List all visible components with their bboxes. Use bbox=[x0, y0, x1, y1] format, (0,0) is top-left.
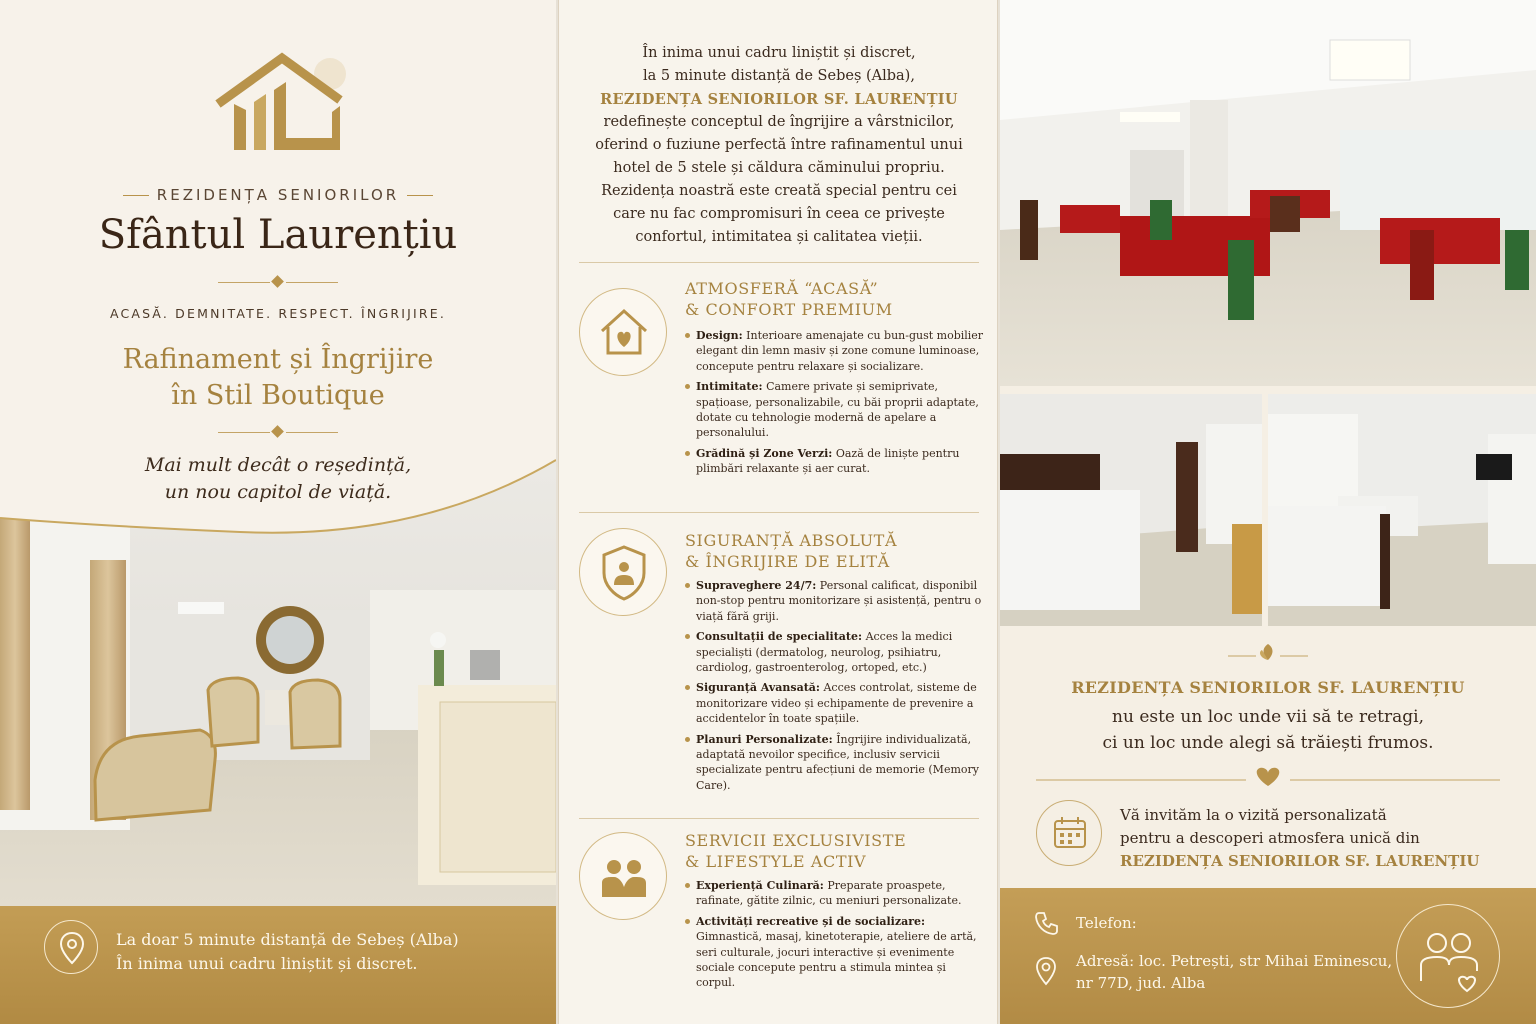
phone-icon bbox=[1034, 910, 1060, 936]
middle-panel bbox=[558, 0, 998, 1024]
hero-quote: Mai mult decât o reședință, un nou capitol de viață. bbox=[144, 454, 412, 503]
list-item: Intimitate: Camere private și semiprivate, spațioase, personalizabile, cu băi proprii adaptate, dotate cu tehnologie modernă de apelare a personalului. bbox=[685, 379, 985, 441]
heart-divider-icon bbox=[1036, 764, 1500, 788]
bedroom-photo-2 bbox=[1268, 394, 1536, 626]
bullet-list bbox=[685, 878, 985, 996]
separator bbox=[579, 262, 979, 263]
left-panel bbox=[0, 0, 556, 1024]
invitation-text: Vă invităm la o vizită personalizată pentru a descoperi atmosfera unică din REZIDENȚA SENIORILOR SF. LAURENȚIU bbox=[1120, 806, 1480, 870]
calendar-icon bbox=[1036, 800, 1102, 866]
people-heart-icon bbox=[1396, 904, 1500, 1008]
separator bbox=[579, 512, 979, 513]
bullet-list bbox=[685, 328, 985, 482]
divider bbox=[218, 276, 338, 288]
address-text: Adresă: loc. Petrești, str Mihai Eminescu, nr 77D, jud. Alba bbox=[1076, 952, 1393, 992]
list-item: Experiență Culinară: Preparate proaspete, rafinate, gătite zilnic, cu meniuri personalizate. bbox=[685, 878, 985, 909]
hero-subtitle: Rafinament și Îngrijire în Stil Boutique bbox=[122, 344, 434, 411]
phone-label: Telefon: bbox=[1076, 914, 1137, 932]
list-item: Planuri Personalizate: Îngrijire individualizată, adaptată nevoilor specifice, inclusiv servicii specializate pentru afecțiuni de memorie (Memory Care). bbox=[685, 732, 985, 794]
list-item: Activități recreative și de socializare: Gimnastică, masaj, kinetoterapie, ateliere de artă, seri culturale, jocuri interactive și evenimente sociale concepute pentru a stimula mintea și corpul. bbox=[685, 914, 985, 991]
list-item: Consultații de specialitate: Acces la medici specialiști (dermatolog, neurolog, psihiatru, cardiolog, gastroenterolog, ortoped, etc.) bbox=[685, 629, 985, 675]
map-pin-icon bbox=[1034, 956, 1058, 986]
leaf-ornament-icon bbox=[1228, 642, 1308, 664]
divider bbox=[218, 426, 338, 438]
shield-person-icon bbox=[579, 528, 667, 616]
section-title: SIGURANȚĂ ABSOLUTĂ & ÎNGRIJIRE DE ELITĂ bbox=[685, 531, 898, 571]
location-pin-icon bbox=[44, 920, 98, 974]
list-item: Grădină și Zone Verzi: Oază de liniște pentru plimbări relaxante și aer curat. bbox=[685, 446, 985, 477]
bullet-list bbox=[685, 578, 985, 798]
intro-paragraph: În inima unui cadru liniștit și discret, la 5 minute distanță de Sebeș (Alba), REZIDENȚA SENIORILOR SF. LAURENȚIU redefinește conceptul de îngrijire a vârstnicilor, oferind o fuziune perfectă între rafinamentul unui hotel de 5 stele și căldura căminului propriu. Rezidența noastră este creată special pentru cei care nu fac compromisuri în ceea ce privește confortul, intimitatea și calitatea vieții. bbox=[595, 45, 963, 245]
house-heart-icon bbox=[579, 288, 667, 376]
section-title: SERVICII EXCLUSIVISTE & LIFESTYLE ACTIV bbox=[685, 831, 907, 871]
house-logo-icon bbox=[212, 52, 352, 152]
bedroom-photo bbox=[1000, 394, 1262, 626]
two-people-icon bbox=[579, 832, 667, 920]
brand-small-title: REZIDENȚA SENIORILOR bbox=[0, 186, 556, 204]
closing-brand: REZIDENȚA SENIORILOR SF. LAURENȚIU bbox=[1071, 678, 1465, 697]
list-item: Siguranță Avansată: Acces controlat, sisteme de monitorizare video și echipamente de prevenire a accidentelor în toate spațiile. bbox=[685, 680, 985, 726]
dining-room-photo bbox=[1000, 0, 1536, 386]
separator bbox=[579, 818, 979, 819]
list-item: Supraveghere 24/7: Personal calificat, disponibil non-stop pentru monitorizare și asistență, pentru o viață fără griji. bbox=[685, 578, 985, 624]
list-item: Design: Interioare amenajate cu bun-gust mobilier elegant din lemn masiv și zone comune luminoase, concepute pentru relaxare și socializare. bbox=[685, 328, 985, 374]
tagline: ACASĂ. DEMNITATE. RESPECT. ÎNGRIJIRE. bbox=[109, 306, 447, 321]
section-title: ATMOSFERĂ “ACASĂ” & CONFORT PREMIUM bbox=[685, 279, 893, 319]
location-text: La doar 5 minute distanță de Sebeș (Alba) În inima unui cadru liniștit și discret. bbox=[116, 930, 459, 973]
brand-name: Sfântul Laurențiu bbox=[98, 212, 458, 258]
closing-quote: nu este un loc unde vii să te retragi, ci un loc unde alegi să trăiești frumos. bbox=[1102, 707, 1434, 753]
right-panel bbox=[1000, 0, 1536, 1024]
